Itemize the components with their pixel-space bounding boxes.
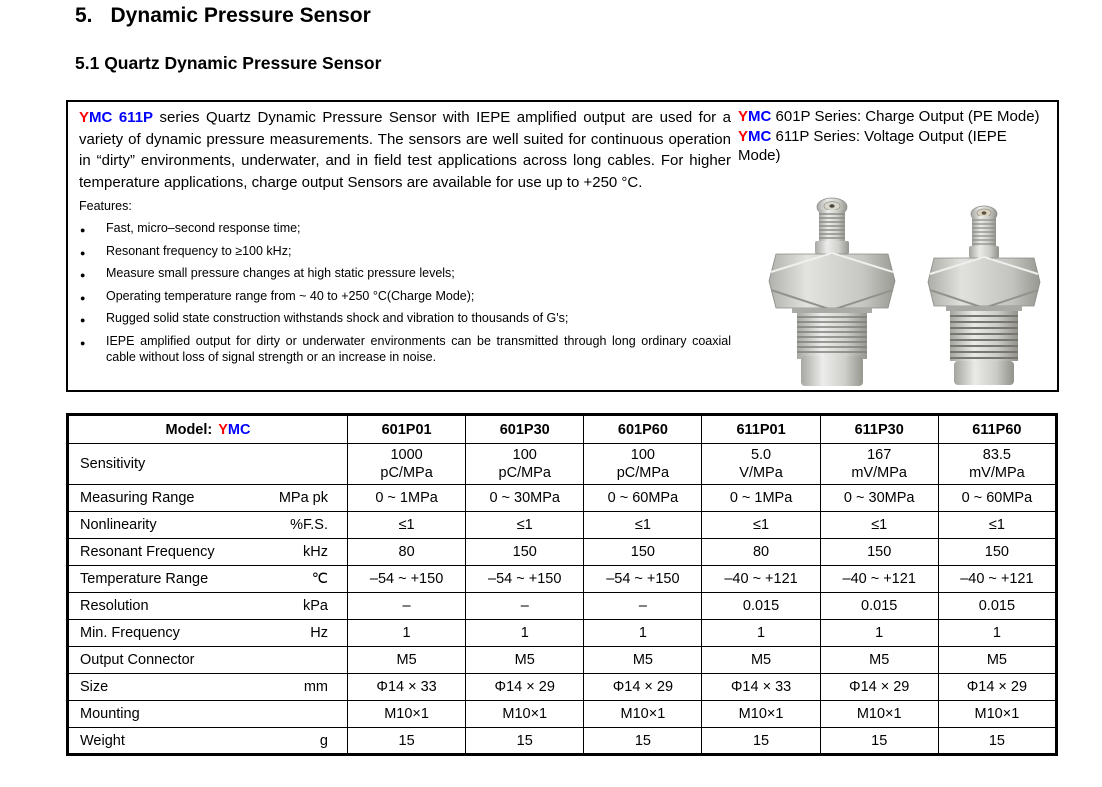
model-column-601p01: 601P01 xyxy=(348,415,466,444)
spec-value-output-connector-601P30: M5 xyxy=(466,647,584,674)
spec-value-resolution-611P01: 0.015 xyxy=(702,593,820,620)
spec-value-min-frequency-611P60: 1 xyxy=(938,620,1056,647)
feature-item xyxy=(79,310,731,327)
param-unit: kPa xyxy=(303,598,328,614)
param-name: Min. Frequency xyxy=(80,625,180,641)
spec-value-weight-611P30: 15 xyxy=(820,728,938,755)
spec-header-row xyxy=(68,415,1057,444)
features-heading: Features: xyxy=(79,199,132,214)
spec-row-resonant-frequency xyxy=(68,539,1057,566)
spec-value-weight-611P01: 15 xyxy=(702,728,820,755)
spec-table-body xyxy=(68,444,1057,755)
spec-label-mounting xyxy=(68,701,348,728)
model-column-611p60: 611P60 xyxy=(938,415,1056,444)
param-unit: kHz xyxy=(303,544,328,560)
page-subtitle: 5.1 Quartz Dynamic Pressure Sensor xyxy=(75,53,382,73)
spec-value-mounting-601P01: M10×1 xyxy=(348,701,466,728)
feature-text: Rugged solid state construction withstands shock and vibration to thousands of G's; xyxy=(106,311,569,326)
spec-value-min-frequency-611P01: 1 xyxy=(702,620,820,647)
spec-value-size-611P60: Φ14 × 29 xyxy=(938,674,1056,701)
spec-value-mounting-611P30: M10×1 xyxy=(820,701,938,728)
spec-table xyxy=(66,413,1058,756)
spec-row-output-connector xyxy=(68,647,1057,674)
spec-value-sensitivity-601P30: 100 pC/MPa xyxy=(466,444,584,485)
param-unit: ℃ xyxy=(311,571,328,587)
model-header-cell xyxy=(68,415,348,444)
spec-value-mounting-601P30: M10×1 xyxy=(466,701,584,728)
param-name: Output Connector xyxy=(80,652,195,668)
model-column-611p01: 611P01 xyxy=(702,415,820,444)
brand-letter-y: Y xyxy=(218,421,228,438)
spec-label-nonlinearity xyxy=(68,512,348,539)
param-name: Resolution xyxy=(80,598,149,614)
spec-value-sensitivity-601P01: 1000 pC/MPa xyxy=(348,444,466,485)
spec-value-sensitivity-611P60: 83.5 mV/MPa xyxy=(938,444,1056,485)
brand-letters-mc: MC xyxy=(748,127,772,145)
spec-value-mounting-611P60: M10×1 xyxy=(938,701,1056,728)
series-601p-text: 601P Series: Charge Output (PE Mode) xyxy=(771,108,1040,125)
param-unit: g xyxy=(319,732,328,749)
spec-value-size-601P01: Φ14 × 33 xyxy=(348,674,466,701)
spec-value-temperature-range-601P01: –54 ~ +150 xyxy=(348,566,466,593)
param-name: Measuring Range xyxy=(80,490,195,506)
spec-value-resonant-frequency-601P01: 80 xyxy=(348,539,466,566)
bullet-icon: ● xyxy=(80,270,86,281)
bullet-icon: ● xyxy=(80,337,86,348)
description-paragraph xyxy=(79,107,731,193)
bullet-icon: ● xyxy=(80,225,86,236)
intro-box xyxy=(66,100,1059,392)
spec-value-min-frequency-611P30: 1 xyxy=(820,620,938,647)
features-list xyxy=(79,220,731,366)
intro-left-column xyxy=(79,107,731,372)
description-text: series Quartz Dynamic Pressure Sensor with IEPE amplified output are used for a variety of dynamic pressure measurements. The sensors are well suited for continuous operation in “dirty” environments, underwater, and in field test applications across long cables. For higher temperature applications, charge output Sensors are available for use up to +250 °C. xyxy=(79,109,731,191)
param-name: Temperature Range xyxy=(80,571,209,587)
series-611p-text: 611P Series: Voltage Output (IEPE Mode) xyxy=(738,127,1007,164)
spec-value-resonant-frequency-611P01: 80 xyxy=(702,539,820,566)
spec-value-resonant-frequency-601P30: 150 xyxy=(466,539,584,566)
sensor-photo-611p xyxy=(924,204,1046,387)
spec-value-size-611P01: Φ14 × 33 xyxy=(702,674,820,701)
feature-item xyxy=(79,243,731,260)
spec-value-nonlinearity-601P01: ≤1 xyxy=(348,512,466,539)
bullet-icon: ● xyxy=(80,247,86,258)
spec-value-resolution-601P60: – xyxy=(584,593,702,620)
series-description xyxy=(738,107,1040,166)
spec-row-size xyxy=(68,674,1057,701)
spec-value-weight-601P60: 15 xyxy=(584,728,702,755)
spec-value-output-connector-611P30: M5 xyxy=(820,647,938,674)
spec-value-measuring-range-601P01: 0 ~ 1MPa xyxy=(348,485,466,512)
spec-label-resonant-frequency xyxy=(68,539,348,566)
spec-value-measuring-range-611P60: 0 ~ 60MPa xyxy=(938,485,1056,512)
feature-item xyxy=(79,265,731,282)
spec-value-sensitivity-611P01: 5.0 V/MPa xyxy=(702,444,820,485)
spec-label-measuring-range xyxy=(68,485,348,512)
spec-value-mounting-601P60: M10×1 xyxy=(584,701,702,728)
brand-letters-mc: MC xyxy=(89,109,113,126)
spec-row-measuring-range xyxy=(68,485,1057,512)
spec-row-nonlinearity xyxy=(68,512,1057,539)
spec-label-sensitivity xyxy=(68,444,348,485)
spec-value-min-frequency-601P30: 1 xyxy=(466,620,584,647)
spec-value-resonant-frequency-601P60: 150 xyxy=(584,539,702,566)
feature-item xyxy=(79,220,731,237)
section-number: 5. xyxy=(75,4,93,27)
spec-row-min-frequency xyxy=(68,620,1057,647)
series-code: 611P xyxy=(112,109,154,126)
brand-letter-y: Y xyxy=(79,109,90,126)
spec-value-temperature-range-601P30: –54 ~ +150 xyxy=(466,566,584,593)
bullet-icon: ● xyxy=(80,315,86,326)
spec-row-sensitivity xyxy=(68,444,1057,485)
bullet-icon: ● xyxy=(80,292,86,303)
spec-value-resonant-frequency-611P30: 150 xyxy=(820,539,938,566)
model-column-601p60: 601P60 xyxy=(584,415,702,444)
param-name: Nonlinearity xyxy=(80,517,157,533)
param-unit: Hz xyxy=(310,625,328,641)
spec-value-resolution-611P30: 0.015 xyxy=(820,593,938,620)
param-name: Mounting xyxy=(80,706,140,722)
spec-label-size xyxy=(68,674,348,701)
spec-value-temperature-range-611P01: –40 ~ +121 xyxy=(702,566,820,593)
spec-value-temperature-range-611P60: –40 ~ +121 xyxy=(938,566,1056,593)
brand-letter-y: Y xyxy=(738,127,749,145)
param-name: Resonant Frequency xyxy=(80,544,215,560)
spec-value-nonlinearity-611P30: ≤1 xyxy=(820,512,938,539)
spec-value-size-601P30: Φ14 × 29 xyxy=(466,674,584,701)
feature-text: Operating temperature range from ~ 40 to +250 °C(Charge Mode); xyxy=(106,288,475,303)
spec-value-sensitivity-611P30: 167 mV/MPa xyxy=(820,444,938,485)
spec-value-output-connector-611P60: M5 xyxy=(938,647,1056,674)
spec-value-sensitivity-601P60: 100 pC/MPa xyxy=(584,444,702,485)
spec-row-resolution xyxy=(68,593,1057,620)
spec-value-size-601P60: Φ14 × 29 xyxy=(584,674,702,701)
feature-text: IEPE amplified output for dirty or underwater environments can be transmitted through long ordinary coaxial cable without loss of signal strength or an increase in noise. xyxy=(106,333,731,365)
spec-value-size-611P30: Φ14 × 29 xyxy=(820,674,938,701)
spec-row-weight xyxy=(68,728,1057,755)
spec-value-min-frequency-601P01: 1 xyxy=(348,620,466,647)
spec-value-weight-601P01: 15 xyxy=(348,728,466,755)
param-name: Sensitivity xyxy=(80,456,146,472)
spec-label-min-frequency xyxy=(68,620,348,647)
spec-value-output-connector-611P01: M5 xyxy=(702,647,820,674)
param-unit: MPa pk xyxy=(278,490,328,506)
model-column-611p30: 611P30 xyxy=(820,415,938,444)
feature-text: Fast, micro–second response time; xyxy=(106,221,301,236)
spec-value-measuring-range-601P30: 0 ~ 30MPa xyxy=(466,485,584,512)
spec-row-temperature-range xyxy=(68,566,1057,593)
spec-value-resolution-601P30: – xyxy=(466,593,584,620)
page-title xyxy=(75,4,371,28)
spec-value-nonlinearity-601P30: ≤1 xyxy=(466,512,584,539)
model-label: Model: xyxy=(165,421,213,438)
sensor-photo-601p xyxy=(762,196,904,388)
series-601p-line xyxy=(738,107,1040,127)
spec-value-measuring-range-601P60: 0 ~ 60MPa xyxy=(584,485,702,512)
spec-value-nonlinearity-611P01: ≤1 xyxy=(702,512,820,539)
spec-value-output-connector-601P01: M5 xyxy=(348,647,466,674)
spec-value-min-frequency-601P60: 1 xyxy=(584,620,702,647)
spec-value-weight-601P30: 15 xyxy=(466,728,584,755)
spec-value-nonlinearity-601P60: ≤1 xyxy=(584,512,702,539)
spec-row-mounting xyxy=(68,701,1057,728)
spec-value-temperature-range-611P30: –40 ~ +121 xyxy=(820,566,938,593)
feature-text: Measure small pressure changes at high static pressure levels; xyxy=(106,266,455,281)
spec-label-temperature-range xyxy=(68,566,348,593)
spec-label-weight xyxy=(68,728,348,755)
param-unit: %F.S. xyxy=(290,517,328,533)
spec-value-measuring-range-611P30: 0 ~ 30MPa xyxy=(820,485,938,512)
param-unit: mm xyxy=(303,679,328,695)
brand-letter-y: Y xyxy=(738,108,749,125)
feature-item xyxy=(79,288,731,305)
brand-letters-mc: MC xyxy=(748,108,772,125)
spec-value-resolution-611P60: 0.015 xyxy=(938,593,1056,620)
spec-label-output-connector xyxy=(68,647,348,674)
section-title-text: Dynamic Pressure Sensor xyxy=(110,4,371,27)
series-611p-line xyxy=(738,127,1040,166)
spec-value-mounting-611P01: M10×1 xyxy=(702,701,820,728)
spec-value-output-connector-601P60: M5 xyxy=(584,647,702,674)
feature-item xyxy=(79,333,731,366)
spec-value-resonant-frequency-611P60: 150 xyxy=(938,539,1056,566)
spec-value-weight-611P60: 15 xyxy=(938,728,1056,755)
param-name: Weight xyxy=(80,732,125,749)
spec-value-nonlinearity-611P60: ≤1 xyxy=(938,512,1056,539)
feature-text: Resonant frequency to ≥100 kHz; xyxy=(106,243,292,258)
spec-label-resolution xyxy=(68,593,348,620)
param-name: Size xyxy=(80,679,109,695)
spec-value-measuring-range-611P01: 0 ~ 1MPa xyxy=(702,485,820,512)
brand-letters-mc: MC xyxy=(227,421,251,438)
model-column-601p30: 601P30 xyxy=(466,415,584,444)
spec-value-temperature-range-601P60: –54 ~ +150 xyxy=(584,566,702,593)
spec-value-resolution-601P01: – xyxy=(348,593,466,620)
